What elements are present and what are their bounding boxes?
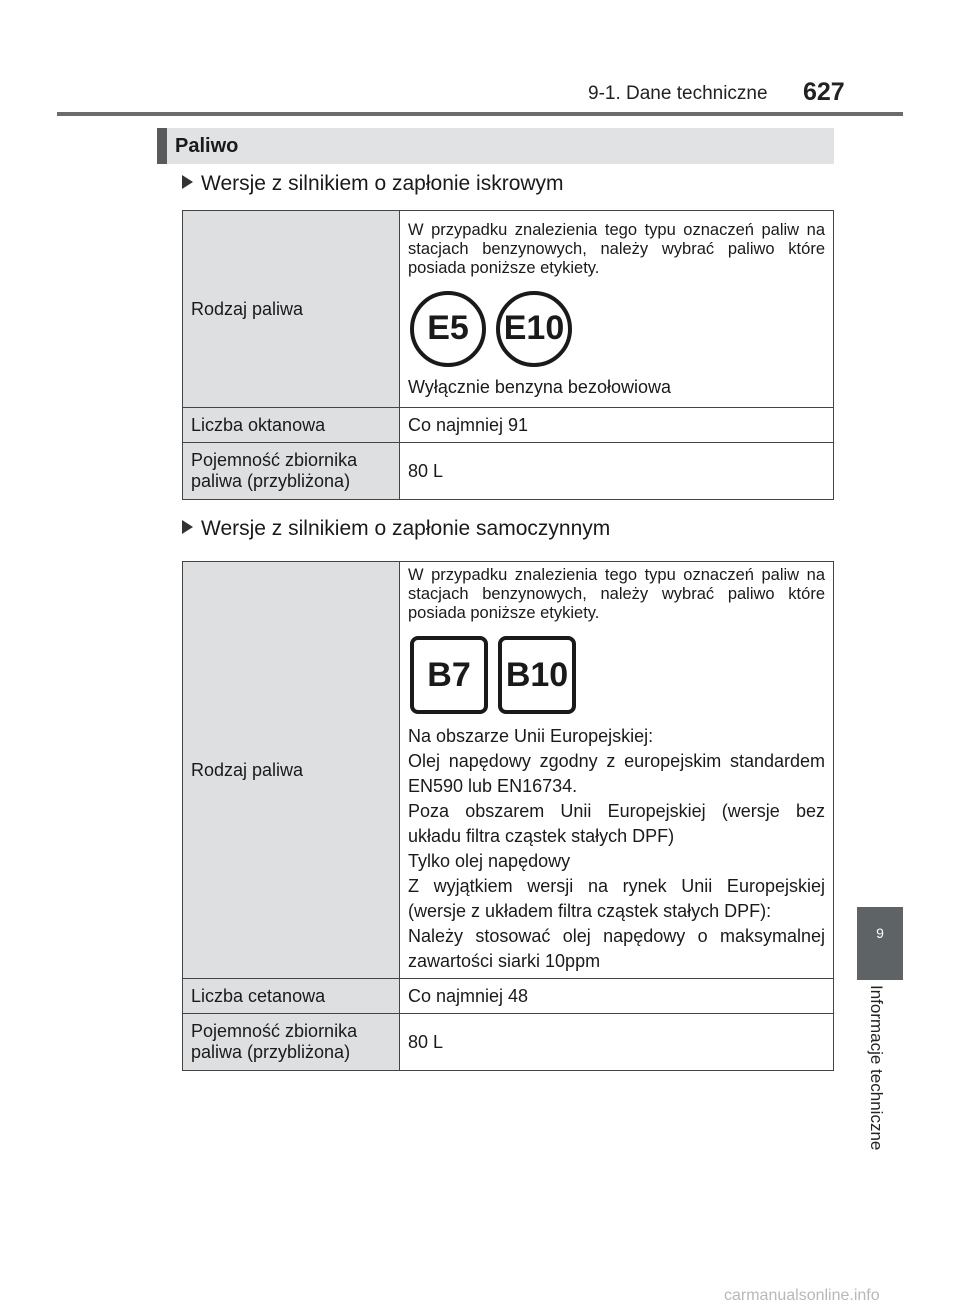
triangle-bullet-icon	[182, 175, 193, 189]
tank-capacity-label: Pojemność zbiornika paliwa (przybliżona)	[183, 443, 400, 500]
chapter-tab	[857, 907, 903, 980]
watermark: carmanualsonline.info	[724, 1287, 880, 1304]
header-section-title: 9-1. Dane techniczne	[588, 83, 768, 104]
section-accent	[157, 128, 167, 164]
section-title: Paliwo	[175, 135, 239, 157]
petrol-heading-text: Wersje z silnikiem o zapłonie iskrowym	[201, 172, 564, 195]
fuel-type-value	[400, 211, 834, 408]
tank-capacity-value: 80 L	[400, 1014, 834, 1071]
chapter-number: 9	[876, 925, 884, 941]
note-eu: Na obszarze Unii Europejskiej:	[408, 726, 654, 746]
page-number: 627	[803, 78, 845, 106]
diesel-heading-text: Wersje z silnikiem o zapłonie samoczynnym	[201, 517, 611, 540]
note-eu-standard: Olej napędowy zgodny z europejskim standardem EN590 lub EN16734.	[408, 751, 825, 796]
octane-value: Co najmniej 91	[400, 408, 834, 443]
note-sulfur: Należy stosować olej napędowy o maksymalnej zawartości siarki 10ppm	[408, 926, 825, 971]
fuel-type-intro: W przypadku znalezienia tego typu oznaczeń paliw na stacjach benzynowych, należy wybrać paliwo które posiada poniższe etykiety.	[408, 566, 825, 622]
section-title-bar	[157, 128, 834, 164]
fuel-label-signs	[410, 636, 825, 714]
table-row	[183, 979, 834, 1014]
b10-label-icon: B10	[498, 636, 576, 714]
octane-label: Liczba oktanowa	[183, 408, 400, 443]
fuel-type-label: Rodzaj paliwa	[183, 211, 400, 408]
table-row	[183, 443, 834, 500]
fuel-type-value	[400, 562, 834, 979]
fuel-type-label: Rodzaj paliwa	[183, 562, 400, 979]
table-row	[183, 562, 834, 979]
table-row	[183, 408, 834, 443]
note-diesel-only: Tylko olej napędowy	[408, 851, 571, 871]
tank-capacity-value: 80 L	[400, 443, 834, 500]
triangle-bullet-icon	[182, 520, 193, 534]
petrol-heading	[182, 172, 564, 196]
b7-label-icon: B7	[410, 636, 488, 714]
cetane-label: Liczba cetanowa	[183, 979, 400, 1014]
table-row	[183, 1014, 834, 1071]
fuel-label-signs	[410, 291, 825, 367]
diesel-spec-table	[182, 561, 834, 1071]
fuel-type-note: Wyłącznie benzyna bezołowiowa	[408, 376, 671, 397]
e10-label-icon: E10	[496, 291, 572, 367]
diesel-heading	[182, 517, 610, 541]
fuel-type-intro: W przypadku znalezienia tego typu oznaczeń paliw na stacjach benzynowych, należy wybrać paliwo które posiada poniższe etykiety.	[408, 220, 825, 277]
header-divider	[57, 112, 903, 116]
tank-capacity-label: Pojemność zbiornika paliwa (przybliżona)	[183, 1014, 400, 1071]
chapter-label: Informacje techniczne	[867, 985, 886, 1151]
note-outside-eu: Poza obszarem Unii Europejskiej (wersje bez układu filtra cząstek stałych DPF)	[408, 801, 825, 846]
note-except-eu: Z wyjątkiem wersji na rynek Unii Europejskiej (wersje z układem filtra cząstek stałych DPF):	[408, 876, 825, 921]
petrol-spec-table	[182, 210, 834, 500]
cetane-value: Co najmniej 48	[400, 979, 834, 1014]
e5-label-icon: E5	[410, 291, 486, 367]
table-row	[183, 211, 834, 408]
